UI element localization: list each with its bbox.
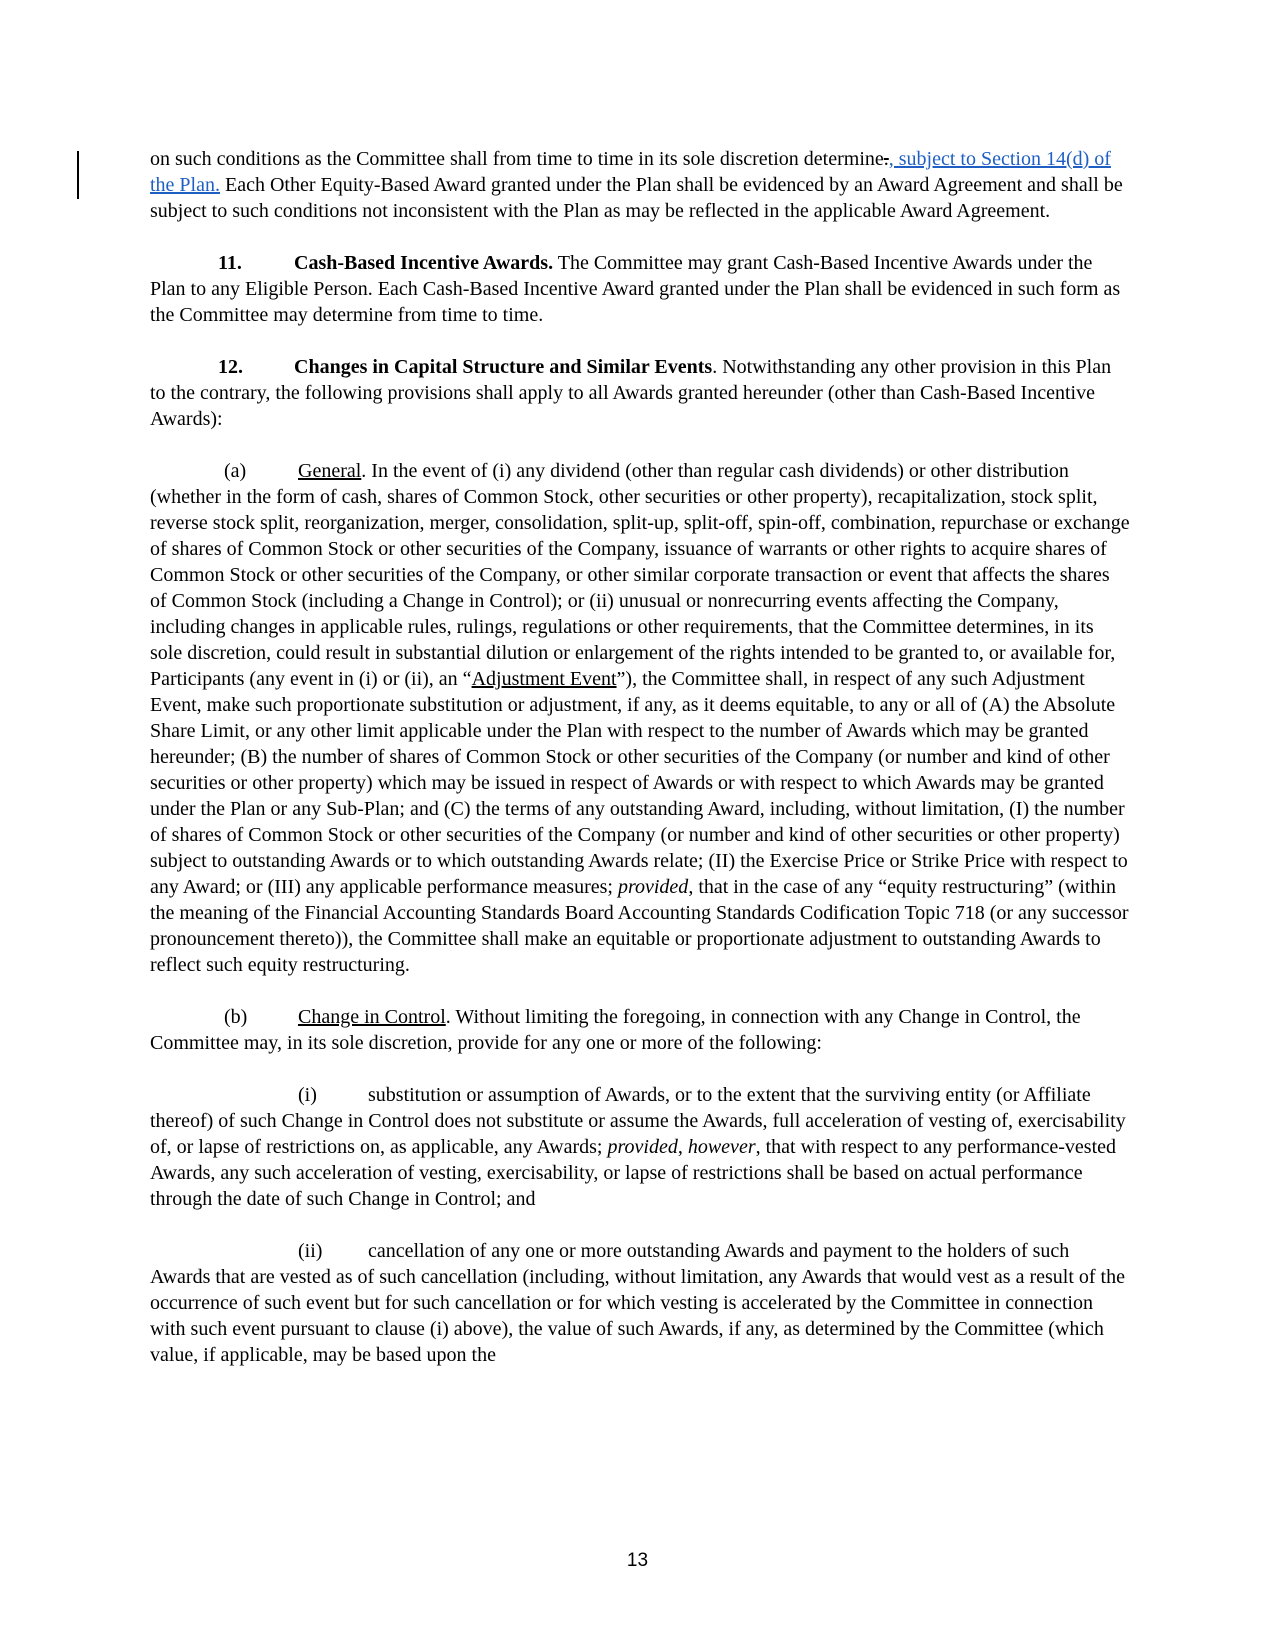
clause-ii (150, 1238, 1130, 1368)
intro-text: on such conditions as the Committee shall from time to time in its sole discretion determine (150, 148, 884, 170)
paragraph-text: . Without limiting the foregoing, in connection with any Change in Control, the Committee may, in its sole discretion, provide for any one or more of the following: (150, 1006, 1081, 1054)
section-text: The Committee may grant Cash-Based Incentive Awards under the Plan to any Eligible Person. Each Cash-Based Incentive Award granted under the Plan shall be evidenced in such form as the Committee may determine from time to time. (150, 252, 1121, 326)
clause-punctuation: , (677, 1136, 688, 1158)
section-12 (150, 354, 1130, 432)
paragraph-title: Change in Control (298, 1006, 446, 1028)
inserted-text: , subject to Section 14(d) of the Plan. (150, 148, 1111, 196)
clause-text: cancellation of any one or more outstanding Awards and payment to the holders of such Awards that are vested as of such cancellation (including, without limitation, any Awards that would vest as a result of the occurrence of such event but for such cancellation or for which vesting is accelerated by the Committee in connection with such event pursuant to clause (i) above), the value of such Awards, if any, as determined by the Committee (which value, if applicable, may be based upon the (150, 1240, 1125, 1366)
proviso-term: however (687, 1136, 756, 1158)
defined-term: Adjustment Event (471, 668, 617, 690)
paragraph-intro (150, 146, 1130, 224)
paragraph-text: ”), the Committee shall, in respect of any such Adjustment Event, make such proportionate substitution or adjustment, if any, as it deems equitable, to any or all of (A) the Absolute Share Limit, or any other limit applicable under the Plan with respect to the number of Awards which may be granted hereunder; (B) the number of shares of Common Stock or other securities of the Company (or number and kind of other securities or other property) which may be issued in respect of Awards or with respect to which Awards may be granted under the Plan or any Sub-Plan; and (C) the terms of any outstanding Award, including, without limitation, (I) the number of shares of Common Stock or other securities of the Company (or number and kind of other securities or other property) subject to outstanding Awards or to which outstanding Awards relate; (II) the Exercise Price or Strike Price with respect to any Award; or (III) any applicable performance measures; (150, 668, 1128, 898)
clause-text: substitution or assumption of Awards, or to the extent that the surviving entity (or Affiliate thereof) of such Change in Control does not substitute or assume the Awards, full acceleration of vesting of, exercisability of, or lapse of restrictions on, as applicable, any Awards; (150, 1084, 1126, 1158)
clause-label: (ii) (298, 1240, 323, 1262)
paragraph-b-change-in-control (150, 1004, 1130, 1056)
document-body (150, 146, 1130, 1394)
deleted-text: . (883, 148, 889, 170)
section-heading: Changes in Capital Structure and Similar Events (294, 356, 713, 378)
paragraph-text: . In the event of (i) any dividend (other than regular cash dividends) or other distribution (whether in the form of cash, shares of Common Stock, other securities or other property), recapitalization, stock split, reverse stock split, reorganization, merger, consolidation, split-up, split-off, spin-off, combination, repurchase or exchange of shares of Common Stock or other securities of the Company, issuance of warrants or other rights to acquire shares of Common Stock or other securities of the Company, or other similar corporate transaction or event that affects the shares of Common Stock (including a Change in Control); or (ii) unusual or nonrecurring events affecting the Company, including changes in applicable rules, rulings, regulations or other requirements, that the Committee determines, in its sole discretion, could result in substantial dilution or enlargement of the rights intended to be granted to, or available for, Participants (any event in (i) or (ii), an “ (150, 460, 1130, 690)
clause-label: (i) (298, 1084, 317, 1106)
section-heading: Cash-Based Incentive Awards. (294, 252, 554, 274)
paragraph-label: (b) (224, 1006, 248, 1028)
clause-text: , that with respect to any performance-vested Awards, any such acceleration of vesting, exercisability, or lapse of restrictions shall be based on actual performance through the date of such Change in Control; and (150, 1136, 1117, 1210)
intro-text-continued: Each Other Equity-Based Award granted under the Plan shall be evidenced by an Award Agreement and shall be subject to such conditions not inconsistent with the Plan as may be reflected in the applicable Award Agreement. (150, 174, 1123, 222)
section-number: 12. (218, 356, 243, 378)
proviso-term: provided (617, 876, 689, 898)
section-text: . Notwithstanding any other provision in this Plan to the contrary, the following provisions shall apply to all Awards granted hereunder (other than Cash-Based Incentive Awards): (150, 356, 1112, 430)
paragraph-a-general (150, 458, 1130, 978)
revision-change-bar (77, 151, 79, 199)
proviso-term: provided (607, 1136, 678, 1158)
section-11 (150, 250, 1130, 328)
paragraph-text: , that in the case of any “equity restructuring” (within the meaning of the Financial Accounting Standards Board Accounting Standards Codification Topic 718 (or any successor pronouncement thereto)), the Committee shall make an equitable or proportionate adjustment to outstanding Awards to reflect such equity restructuring. (150, 876, 1129, 976)
paragraph-title: General (298, 460, 362, 482)
section-number: 11. (218, 252, 242, 274)
paragraph-label: (a) (224, 460, 247, 482)
clause-i (150, 1082, 1130, 1212)
page-number: 13 (626, 1550, 649, 1571)
